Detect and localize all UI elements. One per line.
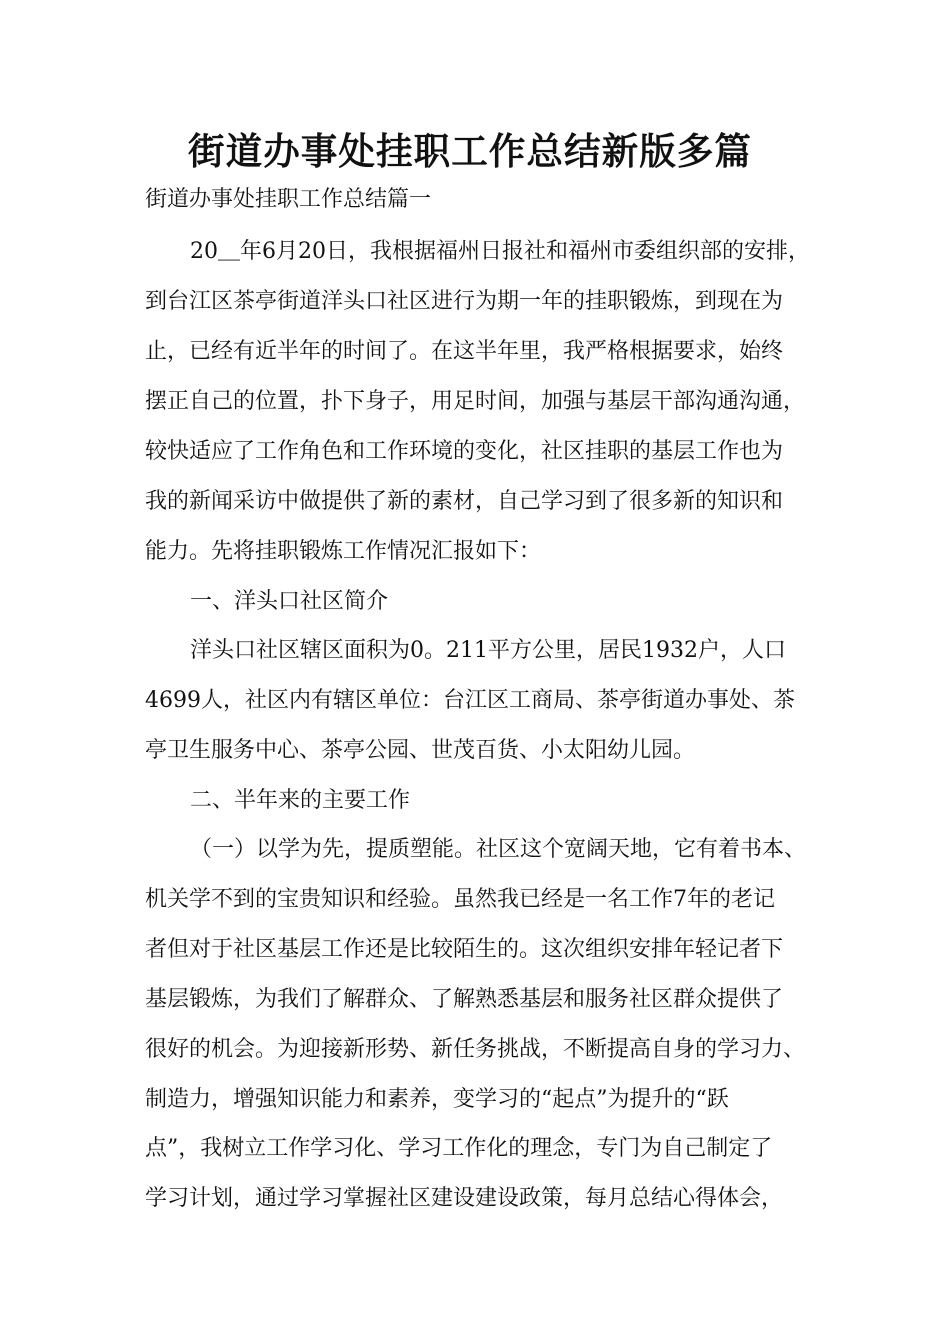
document-title: 街道办事处挂职工作总结新版多篇 [188,130,752,173]
paragraph-line: 能力。先将挂职锻炼工作情况汇报如下： [145,539,542,564]
section-heading: 二、半年来的主要工作 [190,788,411,813]
paragraph-line: 点”，我树立工作学习化、学习工作化的理念，专门为自己制定了 [145,1136,773,1161]
paragraph-line: 较快适应了工作角色和工作环境的变化，社区挂职的基层工作也为 [145,439,784,464]
paragraph-line: 摆正自己的位置，扑下身子，用足时间，加强与基层干部沟通沟通， [145,389,806,414]
paragraph-line: 洋头口社区辖区面积为0。211平方公里，居民1932户，人口 [190,638,786,663]
paragraph-line: 者但对于社区基层工作还是比较陌生的。这次组织安排年轻记者下 [145,937,784,962]
paragraph-line: 基层锻炼，为我们了解群众、了解熟悉基层和服务社区群众提供了 [145,987,784,1012]
paragraph-line: 到台江区茶亭街道洋头口社区进行为期一年的挂职锻炼，到现在为 [145,289,784,314]
paragraph-line: 止，已经有近半年的时间了。在这半年里，我严格根据要求，始终 [145,339,784,364]
paragraph-line: 很好的机会。为迎接新形势、新任务挑战，不断提高自身的学习力、 [145,1037,806,1062]
section-heading: 一、洋头口社区简介 [190,589,389,614]
paragraph-line: 我的新闻采访中做提供了新的素材，自己学习到了很多新的知识和 [145,489,784,514]
paragraph-line: 制造力，增强知识能力和素养，变学习的“起点”为提升的“跃 [145,1087,729,1112]
paragraph-line: 4699人，社区内有辖区单位：台江区工商局、茶亭街道办事处、茶 [145,688,795,713]
paragraph-line: 机关学不到的宝贵知识和经验。虽然我已经是一名工作7年的老记 [145,887,775,912]
paragraph-line: （一）以学为先，提质塑能。社区这个宽阔天地，它有着书本、 [190,837,807,862]
paragraph-line: 20＿年6月20日，我根据福州日报社和福州市委组织部的安排， [190,239,810,264]
paragraph-line: 亭卫生服务中心、茶亭公园、世茂百货、小太阳幼儿园。 [145,738,696,763]
paragraph-line: 学习计划，通过学习掌握社区建设建设政策，每月总结心得体会， [145,1186,784,1211]
section-heading: 街道办事处挂职工作总结篇一 [145,187,432,212]
